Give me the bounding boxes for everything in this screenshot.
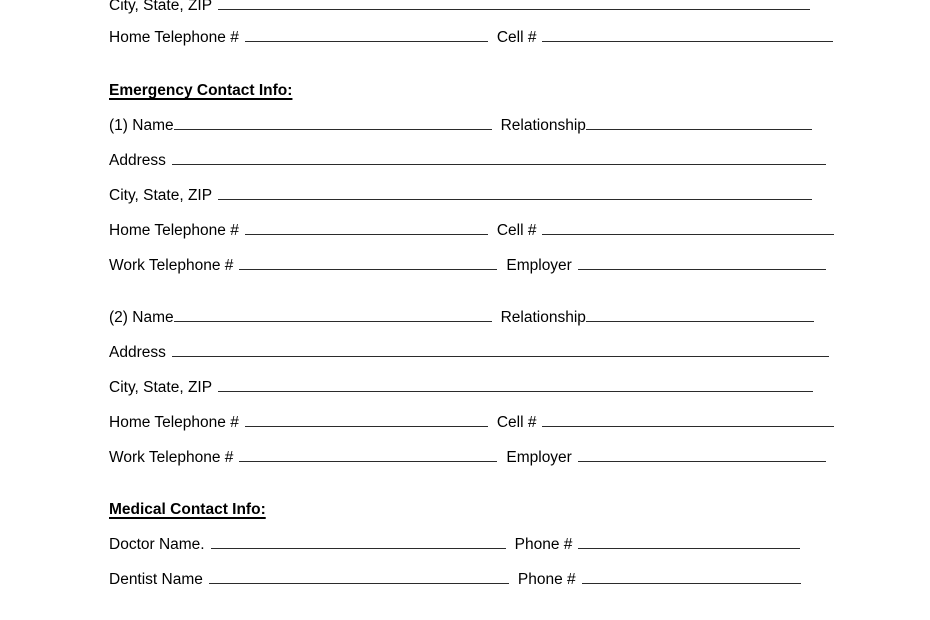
field-label-doctor-phone: Phone # bbox=[514, 536, 573, 553]
field-label-contact2-city-state-zip: City, State, ZIP bbox=[109, 379, 213, 396]
field-label-contact1-city-state-zip: City, State, ZIP bbox=[109, 187, 213, 204]
section-heading-emergency-contact: Emergency Contact Info: bbox=[109, 82, 293, 99]
field-label-contact2-address: Address bbox=[109, 344, 166, 361]
field-label-contact1-employer: Employer bbox=[506, 257, 572, 274]
field-input-contact2-work-telephone[interactable] bbox=[239, 447, 497, 462]
field-label-contact2-name: (2) Name bbox=[109, 309, 174, 326]
field-row-contact2-home-telephone bbox=[109, 412, 834, 434]
field-label-home-telephone: Home Telephone # bbox=[109, 29, 239, 46]
field-row-contact2-name bbox=[109, 307, 814, 329]
field-input-dentist-name[interactable] bbox=[209, 569, 509, 584]
field-label-contact1-address: Address bbox=[109, 152, 166, 169]
field-input-contact2-city-state-zip[interactable] bbox=[218, 377, 813, 392]
field-label-dentist-name: Dentist Name bbox=[109, 571, 203, 588]
field-label-contact1-cell: Cell # bbox=[496, 222, 537, 239]
field-input-contact1-cell[interactable] bbox=[542, 220, 834, 235]
field-row-dentist bbox=[109, 569, 801, 591]
field-row-home-telephone-top bbox=[109, 27, 833, 49]
field-label-contact1-work-telephone: Work Telephone # bbox=[109, 257, 234, 274]
field-row-contact1-city-state-zip bbox=[109, 185, 812, 207]
field-input-contact1-home-telephone[interactable] bbox=[245, 220, 488, 235]
section-heading-medical-contact: Medical Contact Info: bbox=[109, 501, 266, 518]
field-label-dentist-phone: Phone # bbox=[517, 571, 576, 588]
field-row-contact1-home-telephone bbox=[109, 220, 834, 242]
field-input-cell[interactable] bbox=[542, 27, 833, 42]
field-input-contact1-employer[interactable] bbox=[578, 255, 826, 270]
field-input-contact1-city-state-zip[interactable] bbox=[218, 185, 812, 200]
field-input-contact2-name[interactable] bbox=[174, 307, 492, 322]
field-input-contact2-cell[interactable] bbox=[542, 412, 834, 427]
field-input-contact2-home-telephone[interactable] bbox=[245, 412, 488, 427]
field-label-city-state-zip: City, State, ZIP bbox=[109, 0, 213, 14]
field-label-cell: Cell # bbox=[496, 29, 537, 46]
field-input-dentist-phone[interactable] bbox=[582, 569, 801, 584]
field-input-contact1-work-telephone[interactable] bbox=[239, 255, 497, 270]
field-label-doctor-name: Doctor Name. bbox=[109, 536, 205, 553]
field-input-contact1-name[interactable] bbox=[174, 115, 492, 130]
field-label-contact2-work-telephone: Work Telephone # bbox=[109, 449, 234, 466]
field-label-contact2-home-telephone: Home Telephone # bbox=[109, 414, 239, 431]
field-row-contact1-address bbox=[109, 150, 826, 172]
field-label-contact1-name: (1) Name bbox=[109, 117, 174, 134]
field-label-contact1-home-telephone: Home Telephone # bbox=[109, 222, 239, 239]
field-row-contact2-work-telephone bbox=[109, 447, 826, 469]
field-label-contact2-relationship: Relationship bbox=[500, 309, 586, 326]
field-input-contact2-address[interactable] bbox=[172, 342, 829, 357]
field-input-home-telephone[interactable] bbox=[245, 27, 488, 42]
field-row-doctor bbox=[109, 534, 800, 556]
field-input-doctor-phone[interactable] bbox=[578, 534, 800, 549]
field-input-city-state-zip[interactable] bbox=[218, 0, 810, 10]
field-input-contact1-relationship[interactable] bbox=[586, 115, 812, 130]
field-input-contact2-employer[interactable] bbox=[578, 447, 826, 462]
field-label-contact2-employer: Employer bbox=[506, 449, 572, 466]
field-row-contact2-city-state-zip bbox=[109, 377, 813, 399]
field-row-city-state-zip-top bbox=[109, 0, 810, 17]
field-label-contact2-cell: Cell # bbox=[496, 414, 537, 431]
field-input-contact2-relationship[interactable] bbox=[586, 307, 814, 322]
field-input-contact1-address[interactable] bbox=[172, 150, 826, 165]
field-row-contact2-address bbox=[109, 342, 829, 364]
field-input-doctor-name[interactable] bbox=[211, 534, 506, 549]
field-row-contact1-name bbox=[109, 115, 812, 137]
field-row-contact1-work-telephone bbox=[109, 255, 826, 277]
field-label-contact1-relationship: Relationship bbox=[500, 117, 586, 134]
